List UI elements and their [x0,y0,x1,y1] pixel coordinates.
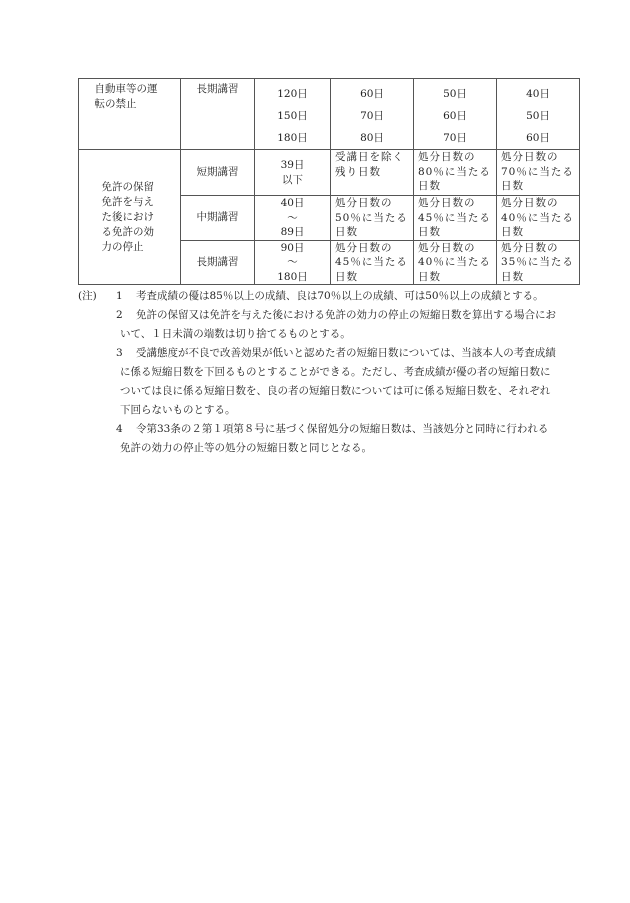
days-value: 60日 [526,132,550,144]
days-cell: 処分日数の50％に当たる日数 [331,196,414,241]
days-value: 70日 [443,132,467,144]
period-value: 180日 [277,132,308,144]
course-cell: 短期講習 [181,150,255,196]
period-cell [255,240,331,285]
note-number: 4 [116,423,123,435]
period-separator: 〜 [287,211,298,224]
period-value: 120日 [277,88,308,100]
days-cell: 処分日数の40％に当たる日数 [414,240,497,285]
note-text: 受講態度が不良で改善効果が低いと認めた者の短縮日数については、当該本人の考査成績に係る短縮日数を下回るものとすることができる。ただし、考査成績が優の者の短縮日数については良に係る短縮日数を、良の者の短縮日数については可に係る短縮日数を、それぞれ下回らないものとする。 [120,347,556,416]
note-item [78,420,558,458]
category-label: 自動車等の運転の禁止 [94,83,158,110]
period-cell [255,79,331,150]
notes-section [78,287,558,458]
period-cell [255,150,331,196]
notes-prefix: (注) [78,290,97,302]
days-cell: 受講日を除く残り日数 [331,150,414,196]
days-value: 80日 [360,132,384,144]
days-value: 40日 [526,88,550,100]
category-label: 免許の保留免許を与えた後における免許の効力の停止 [101,180,154,253]
days-cell: 処分日数の45％に当たる日数 [414,196,497,241]
period-value: 39日以下 [280,158,305,186]
days-value: 60日 [360,88,384,100]
table-row [79,150,580,196]
days-cell: 処分日数の45％に当たる日数 [331,240,414,285]
days-value: 50日 [526,110,550,122]
course-cell: 長期講習 [181,79,255,150]
days-value: 60日 [443,110,467,122]
shortening-days-table [78,78,580,285]
period-separator: 〜 [287,256,298,268]
days-cell [414,79,497,150]
days-value: 70日 [360,110,384,122]
course-cell: 中期講習 [181,196,255,241]
period-to: 89日 [280,226,305,238]
category-cell [79,150,181,285]
course-cell: 長期講習 [181,240,255,285]
days-cell [331,79,414,150]
note-text: 令第33条の２第１項第８号に基づく保留処分の短縮日数は、当該処分と同時に行われる免許の効力の停止等の処分の短縮日数と同じとなる。 [120,423,549,454]
note-number: 3 [116,347,123,359]
days-cell [497,79,580,150]
note-number: 2 [116,309,123,321]
days-cell: 処分日数の80％に当たる日数 [414,150,497,196]
period-cell [255,196,331,241]
note-item [78,306,558,344]
table-row [79,79,580,150]
period-from: 40日 [280,197,305,209]
note-text: 考査成績の優は85％以上の成績、良は70％以上の成績、可は50％以上の成績とする。 [136,290,544,302]
days-cell: 処分日数の70％に当たる日数 [497,150,580,196]
period-from: 90日 [280,241,305,254]
category-cell [79,79,181,150]
days-value: 50日 [443,88,467,100]
note-item [78,344,558,420]
period-to: 180日 [277,270,308,283]
period-value: 150日 [277,110,308,122]
note-text: 免許の保留又は免許を与えた後における免許の効力の停止の短縮日数を算出する場合において、１日未満の端数は切り捨てるものとする。 [120,309,556,340]
days-cell: 処分日数の35％に当たる日数 [497,240,580,285]
days-cell: 処分日数の40％に当たる日数 [497,196,580,241]
note-number: 1 [116,290,123,302]
note-item [78,287,558,306]
